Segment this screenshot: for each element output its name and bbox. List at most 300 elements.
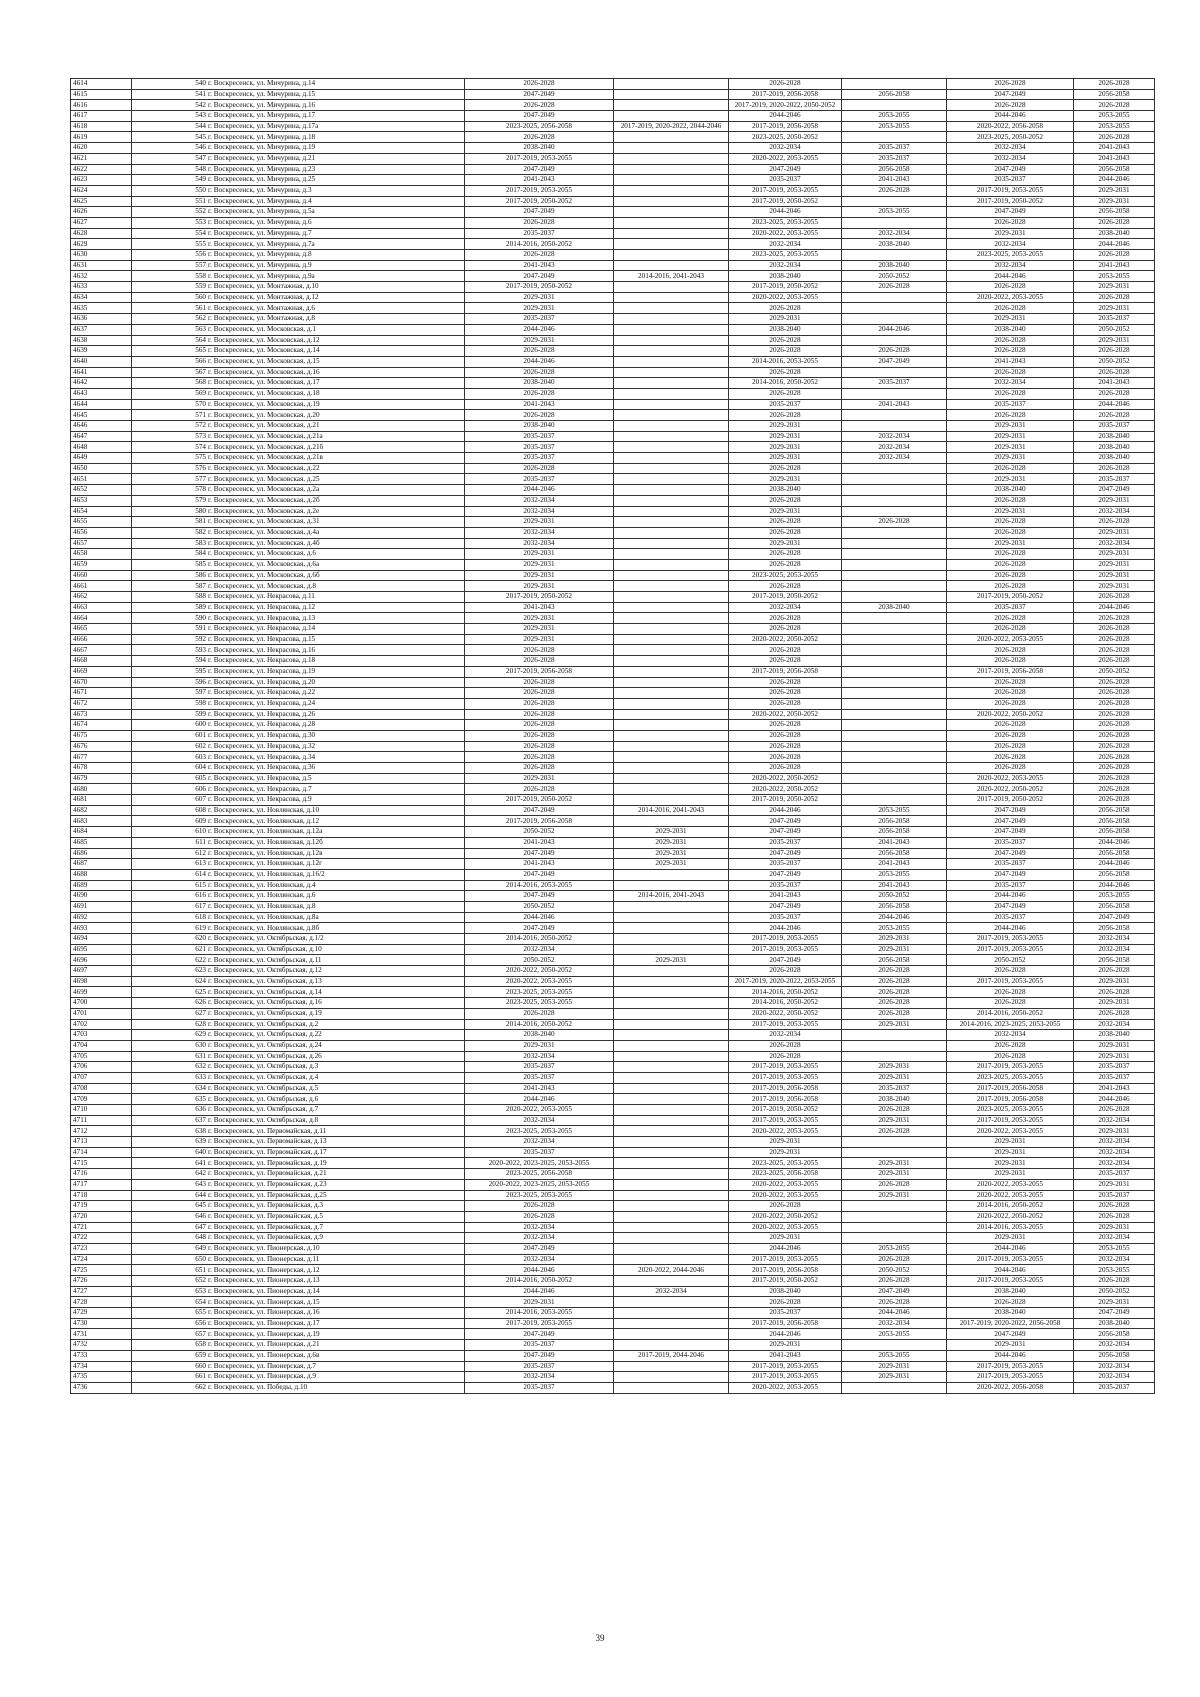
period-cell: 2044-2046 — [1074, 239, 1155, 250]
period-cell: 2035-2037 — [729, 837, 842, 848]
period-cell — [614, 1158, 729, 1169]
address-cell — [132, 217, 465, 228]
row-number-cell: 4671 — [71, 688, 132, 699]
table-row — [71, 869, 1155, 880]
row-number-cell: 4656 — [71, 527, 132, 538]
row-number-cell: 4652 — [71, 485, 132, 496]
period-cell: 2029-2031 — [842, 944, 947, 955]
period-cell: 2023-2025, 2053-2055 — [465, 987, 614, 998]
period-cell: 2017-2019, 2056-2058 — [729, 1094, 842, 1105]
address-cell — [132, 1350, 465, 1361]
period-cell: 2032-2034 — [947, 378, 1074, 389]
row-number-cell: 4619 — [71, 132, 132, 143]
local-number: 566 — [195, 357, 206, 366]
period-cell — [614, 944, 729, 955]
period-cell: 2044-2046 — [465, 324, 614, 335]
period-cell: 2017-2019, 2053-2055 — [947, 976, 1074, 987]
period-cell: 2026-2028 — [1074, 688, 1155, 699]
local-number: 577 — [195, 474, 206, 483]
period-cell: 2047-2049 — [842, 356, 947, 367]
row-number-cell: 4641 — [71, 367, 132, 378]
row-number-cell: 4732 — [71, 1340, 132, 1351]
period-cell — [614, 217, 729, 228]
local-number: 637 — [195, 1115, 206, 1124]
row-number-cell: 4670 — [71, 677, 132, 688]
table-row — [71, 570, 1155, 581]
period-cell — [842, 559, 947, 570]
period-cell: 2020-2022, 2050-2052 — [729, 634, 842, 645]
period-cell: 2014-2016, 2053-2055 — [465, 880, 614, 891]
period-cell: 2026-2028 — [947, 346, 1074, 357]
period-cell — [614, 570, 729, 581]
period-cell: 2029-2031 — [947, 314, 1074, 325]
row-number-cell: 4692 — [71, 912, 132, 923]
table-row — [71, 153, 1155, 164]
address-cell — [132, 602, 465, 613]
table-row — [71, 720, 1155, 731]
period-cell: 2017-2019, 2053-2055 — [729, 1372, 842, 1383]
period-cell: 2026-2028 — [729, 367, 842, 378]
table-row — [71, 1222, 1155, 1233]
period-cell: 2026-2028 — [1074, 132, 1155, 143]
period-cell: 2044-2046 — [465, 1265, 614, 1276]
table-row — [71, 549, 1155, 560]
row-number-cell: 4657 — [71, 538, 132, 549]
row-number-cell: 4718 — [71, 1190, 132, 1201]
address-cell — [132, 228, 465, 239]
period-cell: 2026-2028 — [947, 624, 1074, 635]
row-number-cell: 4677 — [71, 752, 132, 763]
period-cell: 2038-2040 — [947, 1308, 1074, 1319]
period-cell: 2032-2034 — [465, 1254, 614, 1265]
address-cell — [132, 966, 465, 977]
period-cell — [842, 656, 947, 667]
local-number: 574 — [195, 442, 206, 451]
period-cell — [614, 1233, 729, 1244]
period-cell: 2038-2040 — [465, 421, 614, 432]
period-cell: 2026-2028 — [465, 100, 614, 111]
period-cell: 2032-2034 — [614, 1286, 729, 1297]
period-cell: 2053-2055 — [1074, 1243, 1155, 1254]
period-cell — [842, 1051, 947, 1062]
address-cell — [132, 207, 465, 218]
address-text: г. Воскресенск, ул. Октябрьская, д.11 — [208, 955, 322, 964]
period-cell: 2056-2058 — [1074, 805, 1155, 816]
table-row — [71, 698, 1155, 709]
table-row — [71, 1115, 1155, 1126]
period-cell: 2014-2016, 2023-2025, 2053-2055 — [947, 1019, 1074, 1030]
period-cell: 2032-2034 — [1074, 506, 1155, 517]
table-row — [71, 185, 1155, 196]
address-text: г. Воскресенск, ул. Мичурина, д.3 — [208, 186, 312, 195]
table-row — [71, 1094, 1155, 1105]
address-text: г. Воскресенск, ул. Мичурина, д.25 — [208, 175, 316, 184]
period-cell: 2020-2022, 2053-2055 — [729, 153, 842, 164]
period-cell — [614, 100, 729, 111]
table-row — [71, 196, 1155, 207]
table-row — [71, 1201, 1155, 1212]
period-cell: 2020-2022, 2053-2055 — [729, 1179, 842, 1190]
row-number-cell: 4651 — [71, 474, 132, 485]
table-row — [71, 944, 1155, 955]
period-cell — [614, 1243, 729, 1254]
period-cell: 2044-2046 — [947, 923, 1074, 934]
row-number-cell: 4714 — [71, 1147, 132, 1158]
row-number-cell: 4710 — [71, 1105, 132, 1116]
period-cell: 2023-2025, 2053-2055 — [729, 1158, 842, 1169]
address-text: г. Воскресенск, ул. Новлянская, д.12г — [208, 859, 323, 868]
row-number-cell: 4668 — [71, 656, 132, 667]
table-row — [71, 1030, 1155, 1041]
local-number: 640 — [195, 1147, 206, 1156]
address-text: г. Воскресенск, ул. Мичурина, д.15 — [208, 89, 316, 98]
period-cell — [614, 260, 729, 271]
period-cell: 2017-2019, 2053-2055 — [729, 1115, 842, 1126]
address-cell — [132, 688, 465, 699]
period-cell: 2053-2055 — [842, 869, 947, 880]
period-cell: 2032-2034 — [729, 260, 842, 271]
period-cell: 2038-2040 — [465, 1030, 614, 1041]
period-cell: 2026-2028 — [465, 132, 614, 143]
period-cell: 2050-2052 — [842, 1265, 947, 1276]
table-row — [71, 998, 1155, 1009]
row-number-cell: 4620 — [71, 143, 132, 154]
period-cell: 2041-2043 — [1074, 143, 1155, 154]
address-cell — [132, 1169, 465, 1180]
address-cell — [132, 880, 465, 891]
row-number-cell: 4728 — [71, 1297, 132, 1308]
period-cell: 2026-2028 — [1074, 634, 1155, 645]
period-cell: 2032-2034 — [842, 228, 947, 239]
local-number: 546 — [195, 143, 206, 152]
table-row — [71, 527, 1155, 538]
period-cell: 2017-2019, 2020-2022, 2056-2058 — [947, 1318, 1074, 1329]
period-cell: 2032-2034 — [1074, 1019, 1155, 1030]
table-row — [71, 602, 1155, 613]
period-cell: 2029-2031 — [729, 442, 842, 453]
address-text: г. Воскресенск, ул. Московская, д.4б — [208, 538, 320, 547]
address-cell — [132, 388, 465, 399]
period-cell: 2047-2049 — [947, 89, 1074, 100]
period-cell: 2053-2055 — [842, 805, 947, 816]
local-number: 558 — [195, 271, 206, 280]
table-row — [71, 538, 1155, 549]
table-row — [71, 356, 1155, 367]
address-cell — [132, 1072, 465, 1083]
period-cell: 2023-2025, 2053-2055 — [465, 1190, 614, 1201]
period-cell — [614, 1094, 729, 1105]
address-text: г. Воскресенск, ул. Московская, д.15 — [208, 357, 320, 366]
table-row — [71, 164, 1155, 175]
row-number-cell: 4734 — [71, 1361, 132, 1372]
period-cell: 2053-2055 — [1074, 891, 1155, 902]
period-cell: 2041-2043 — [465, 399, 614, 410]
period-cell: 2047-2049 — [1074, 912, 1155, 923]
table-row — [71, 1350, 1155, 1361]
period-cell: 2032-2034 — [947, 143, 1074, 154]
period-cell — [614, 410, 729, 421]
table-row — [71, 1179, 1155, 1190]
row-number-cell: 4720 — [71, 1211, 132, 1222]
address-text: г. Воскресенск, ул. Октябрьская, д.1/2 — [208, 934, 324, 943]
period-cell — [614, 912, 729, 923]
local-number: 653 — [195, 1286, 206, 1295]
period-cell: 2032-2034 — [1074, 934, 1155, 945]
local-number: 569 — [195, 389, 206, 398]
period-cell: 2032-2034 — [1074, 1137, 1155, 1148]
address-cell — [132, 1297, 465, 1308]
row-number-cell: 4640 — [71, 356, 132, 367]
local-number: 552 — [195, 207, 206, 216]
address-text: г. Воскресенск, ул. Мичурина, д.4 — [208, 196, 312, 205]
period-cell: 2026-2028 — [1074, 1276, 1155, 1287]
period-cell: 2026-2028 — [1074, 698, 1155, 709]
period-cell: 2026-2028 — [947, 645, 1074, 656]
period-cell: 2026-2028 — [842, 1276, 947, 1287]
period-cell: 2020-2022, 2023-2025, 2053-2055 — [465, 1158, 614, 1169]
row-number-cell: 4675 — [71, 730, 132, 741]
period-cell — [614, 688, 729, 699]
period-cell: 2047-2049 — [947, 869, 1074, 880]
local-number: 582 — [195, 528, 206, 537]
period-cell: 2047-2049 — [729, 901, 842, 912]
row-number-cell: 4687 — [71, 859, 132, 870]
table-row — [71, 132, 1155, 143]
period-cell: 2029-2031 — [1074, 559, 1155, 570]
address-text: г. Воскресенск, ул. Новлянская, д.12б — [208, 838, 323, 847]
address-text: г. Воскресенск, ул. Московская, д.4а — [208, 528, 320, 537]
period-cell: 2017-2019, 2050-2052 — [465, 592, 614, 603]
period-cell: 2020-2022, 2053-2055 — [729, 292, 842, 303]
row-number-cell: 4695 — [71, 944, 132, 955]
local-number: 641 — [195, 1158, 206, 1167]
period-cell — [614, 987, 729, 998]
period-cell: 2020-2022, 2050-2052 — [947, 784, 1074, 795]
period-cell — [842, 196, 947, 207]
period-cell: 2026-2028 — [465, 463, 614, 474]
period-cell — [614, 314, 729, 325]
period-cell — [614, 1051, 729, 1062]
period-cell: 2026-2028 — [947, 720, 1074, 731]
local-number: 620 — [195, 934, 206, 943]
local-number: 605 — [195, 773, 206, 782]
address-cell — [132, 282, 465, 293]
period-cell — [842, 527, 947, 538]
row-number-cell: 4715 — [71, 1158, 132, 1169]
address-cell — [132, 816, 465, 827]
local-number: 540 — [195, 79, 206, 88]
period-cell: 2014-2016, 2053-2055 — [947, 1222, 1074, 1233]
local-number: 595 — [195, 667, 206, 676]
period-cell: 2035-2037 — [1074, 1072, 1155, 1083]
address-cell — [132, 827, 465, 838]
period-cell: 2020-2022, 2053-2055 — [947, 634, 1074, 645]
address-cell — [132, 1115, 465, 1126]
address-text: г. Воскресенск, ул. Некрасова, д.36 — [208, 763, 316, 772]
period-cell: 2026-2028 — [465, 645, 614, 656]
period-cell: 2035-2037 — [1074, 421, 1155, 432]
address-text: г. Воскресенск, ул. Пионерская, д.14 — [208, 1286, 320, 1295]
row-number-cell: 4729 — [71, 1308, 132, 1319]
period-cell: 2017-2019, 2053-2055 — [947, 1276, 1074, 1287]
local-number: 589 — [195, 602, 206, 611]
period-cell: 2044-2046 — [842, 912, 947, 923]
period-cell: 2026-2028 — [729, 335, 842, 346]
period-cell: 2038-2040 — [947, 1286, 1074, 1297]
period-cell: 2032-2034 — [947, 239, 1074, 250]
period-cell: 2026-2028 — [1074, 613, 1155, 624]
period-cell: 2035-2037 — [465, 1147, 614, 1158]
row-number-cell: 4719 — [71, 1201, 132, 1212]
address-text: г. Воскресенск, ул. Московская, д.21б — [208, 442, 324, 451]
address-text: г. Воскресенск, ул. Мичурина, д.17 — [208, 111, 316, 120]
address-cell — [132, 752, 465, 763]
period-cell: 2026-2028 — [947, 1051, 1074, 1062]
period-cell — [842, 720, 947, 731]
address-text: г. Воскресенск, ул. Московская, д.8 — [208, 581, 316, 590]
address-text: г. Воскресенск, ул. Московская, д.12 — [208, 335, 320, 344]
period-cell: 2026-2028 — [729, 559, 842, 570]
period-cell: 2029-2031 — [842, 1072, 947, 1083]
address-text: г. Воскресенск, ул. Мичурина, д.18 — [208, 132, 316, 141]
row-number-cell: 4698 — [71, 976, 132, 987]
period-cell: 2026-2028 — [465, 709, 614, 720]
local-number: 654 — [195, 1297, 206, 1306]
address-text: г. Воскресенск, ул. Новлянская, д.12а — [208, 827, 323, 836]
period-cell: 2050-2052 — [465, 955, 614, 966]
address-cell — [132, 314, 465, 325]
period-cell — [842, 570, 947, 581]
period-cell: 2026-2028 — [842, 1179, 947, 1190]
period-cell: 2041-2043 — [465, 837, 614, 848]
row-number-cell: 4688 — [71, 869, 132, 880]
address-cell — [132, 848, 465, 859]
local-number: 618 — [195, 912, 206, 921]
address-cell — [132, 859, 465, 870]
period-cell: 2038-2040 — [465, 378, 614, 389]
period-cell: 2032-2034 — [465, 1051, 614, 1062]
period-cell: 2029-2031 — [465, 335, 614, 346]
address-text: г. Воскресенск, ул. Некрасова, д.18 — [208, 656, 316, 665]
table-row — [71, 1308, 1155, 1319]
row-number-cell: 4667 — [71, 645, 132, 656]
address-cell — [132, 121, 465, 132]
period-cell: 2020-2022, 2053-2055 — [947, 292, 1074, 303]
address-cell — [132, 1147, 465, 1158]
address-cell — [132, 1372, 465, 1383]
address-text: г. Воскресенск, ул. Первомайская, д.9 — [208, 1233, 324, 1242]
period-cell — [614, 976, 729, 987]
table-row — [71, 891, 1155, 902]
local-number: 636 — [195, 1105, 206, 1114]
period-cell — [614, 795, 729, 806]
address-text: г. Воскресенск, ул. Мичурина, д.8 — [208, 250, 312, 259]
period-cell: 2032-2034 — [465, 527, 614, 538]
period-cell: 2026-2028 — [947, 656, 1074, 667]
period-cell — [614, 442, 729, 453]
address-text: г. Воскресенск, ул. Октябрьская, д.7 — [208, 1105, 319, 1114]
period-cell: 2053-2055 — [842, 111, 947, 122]
address-text: г. Воскресенск, ул. Первомайская, д.11 — [208, 1126, 327, 1135]
period-cell: 2047-2049 — [947, 848, 1074, 859]
period-cell: 2026-2028 — [729, 752, 842, 763]
table-row — [71, 837, 1155, 848]
period-cell — [842, 314, 947, 325]
period-cell: 2026-2028 — [842, 517, 947, 528]
period-cell — [614, 1147, 729, 1158]
row-number-cell: 4618 — [71, 121, 132, 132]
period-cell: 2038-2040 — [729, 324, 842, 335]
period-cell: 2026-2028 — [947, 1040, 1074, 1051]
address-cell — [132, 100, 465, 111]
period-cell: 2050-2052 — [842, 891, 947, 902]
address-text: г. Воскресенск, ул. Мичурина, д.21 — [208, 154, 316, 163]
period-cell: 2035-2037 — [947, 602, 1074, 613]
period-cell: 2029-2031 — [1074, 581, 1155, 592]
period-cell — [614, 666, 729, 677]
period-cell — [614, 1222, 729, 1233]
period-cell — [614, 1254, 729, 1265]
address-cell — [132, 624, 465, 635]
period-cell: 2026-2028 — [1074, 752, 1155, 763]
period-cell: 2038-2040 — [947, 324, 1074, 335]
period-cell: 2035-2037 — [947, 175, 1074, 186]
period-cell: 2050-2052 — [465, 901, 614, 912]
address-text: г. Воскресенск, ул. Новлянская, д.8а — [208, 912, 319, 921]
row-number-cell: 4706 — [71, 1062, 132, 1073]
address-cell — [132, 1222, 465, 1233]
address-text: г. Воскресенск, ул. Некрасова, д.26 — [208, 709, 316, 718]
period-cell: 2023-2025, 2053-2055 — [947, 1072, 1074, 1083]
period-cell — [842, 677, 947, 688]
local-number: 606 — [195, 784, 206, 793]
period-cell: 2026-2028 — [1074, 677, 1155, 688]
address-text: г. Воскресенск, ул. Московская, д.21 — [208, 421, 320, 430]
address-cell — [132, 613, 465, 624]
table-row — [71, 752, 1155, 763]
period-cell — [614, 207, 729, 218]
period-cell: 2038-2040 — [842, 239, 947, 250]
period-cell: 2029-2031 — [614, 859, 729, 870]
period-cell: 2029-2031 — [465, 517, 614, 528]
period-cell: 2026-2028 — [947, 698, 1074, 709]
period-cell: 2050-2052 — [842, 271, 947, 282]
address-cell — [132, 720, 465, 731]
period-cell: 2032-2034 — [465, 1222, 614, 1233]
local-number: 629 — [195, 1030, 206, 1039]
period-cell: 2026-2028 — [465, 730, 614, 741]
table-row — [71, 431, 1155, 442]
period-cell: 2026-2028 — [729, 613, 842, 624]
address-cell — [132, 367, 465, 378]
period-cell: 2017-2019, 2053-2055 — [947, 1361, 1074, 1372]
period-cell: 2026-2028 — [1074, 720, 1155, 731]
row-number-cell: 4707 — [71, 1072, 132, 1083]
period-cell: 2026-2028 — [842, 1105, 947, 1116]
period-cell — [842, 506, 947, 517]
period-cell: 2026-2028 — [465, 688, 614, 699]
period-cell — [614, 1211, 729, 1222]
row-number-cell: 4696 — [71, 955, 132, 966]
period-cell — [614, 228, 729, 239]
address-cell — [132, 1083, 465, 1094]
period-cell: 2023-2025, 2053-2055 — [729, 250, 842, 261]
period-cell: 2026-2028 — [947, 1297, 1074, 1308]
row-number-cell: 4681 — [71, 795, 132, 806]
period-cell: 2026-2028 — [947, 335, 1074, 346]
period-cell: 2017-2019, 2053-2055 — [729, 1072, 842, 1083]
local-number: 613 — [195, 859, 206, 868]
